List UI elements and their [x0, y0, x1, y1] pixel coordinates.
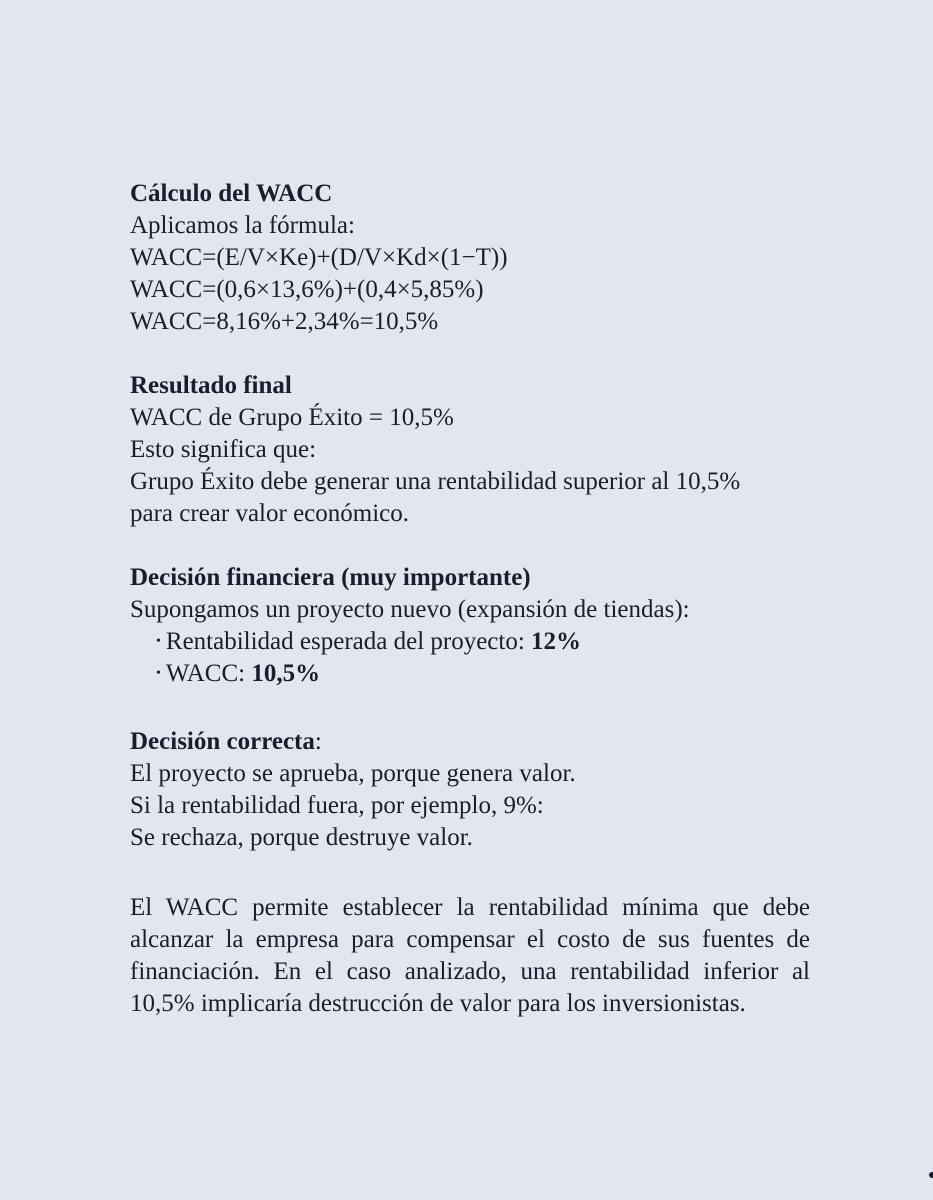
bullet-item-project-return [130, 626, 810, 658]
result-value: WACC de Grupo Éxito = 10,5% [130, 404, 454, 431]
wacc-result: WACC=8,16%+2,34%=10,5% [130, 308, 439, 335]
spacer [130, 854, 810, 892]
bullet-label: Rentabilidad esperada del proyecto: [165, 628, 532, 655]
decision-heading: Decisión financiera (muy importante) [130, 564, 531, 591]
bullet-dot-icon: • [156, 634, 161, 649]
correct-heading: Decisión correcta [130, 728, 315, 755]
bullet-value: 12% [531, 628, 582, 655]
result-heading: Resultado final [130, 372, 292, 399]
document-body [130, 178, 810, 1020]
bullet-value: 10,5% [251, 660, 321, 687]
spacer [130, 338, 810, 370]
wacc-formula: WACC=(E/V×Ke)+(D/V×Kd×(1−T)) [130, 244, 508, 271]
correct-line2: Si la rentabilidad fuera, por ejemplo, 9%: [130, 792, 544, 819]
decision-intro: Supongamos un proyecto nuevo (expansión de tiendas): [130, 596, 690, 623]
conclusion-paragraph: El WACC permite establecer la rentabilidad mínima que debe alcanzar la empresa para compensar el costo de sus fuentes de financiación. En el caso analizado, una rentabilidad inferior al 10,5% implicaría destrucción de valor para los inversionistas. [130, 894, 810, 1017]
corner-dot-icon [929, 1172, 933, 1178]
correct-line1: El proyecto se aprueba, porque genera valor. [130, 760, 576, 787]
correct-heading-line [130, 726, 810, 758]
result-meaning-line1: Grupo Éxito debe generar una rentabilidad superior al 10,5% [130, 468, 741, 495]
wacc-substitution: WACC=(0,6×13,6%)+(0,4×5,85%) [130, 276, 484, 303]
bullet-item-wacc [130, 658, 810, 690]
result-meaning-line2: para crear valor económico. [130, 500, 410, 527]
correct-line3: Se rechaza, porque destruye valor. [130, 824, 473, 851]
bullet-label: WACC: [165, 660, 252, 687]
correct-heading-colon: : [314, 728, 322, 755]
spacer [130, 690, 810, 726]
wacc-heading: Cálculo del WACC [130, 180, 333, 207]
result-meaning-intro: Esto significa que: [130, 436, 317, 463]
bullet-dot-icon: • [156, 666, 161, 681]
spacer [130, 530, 810, 562]
wacc-intro: Aplicamos la fórmula: [130, 212, 355, 239]
